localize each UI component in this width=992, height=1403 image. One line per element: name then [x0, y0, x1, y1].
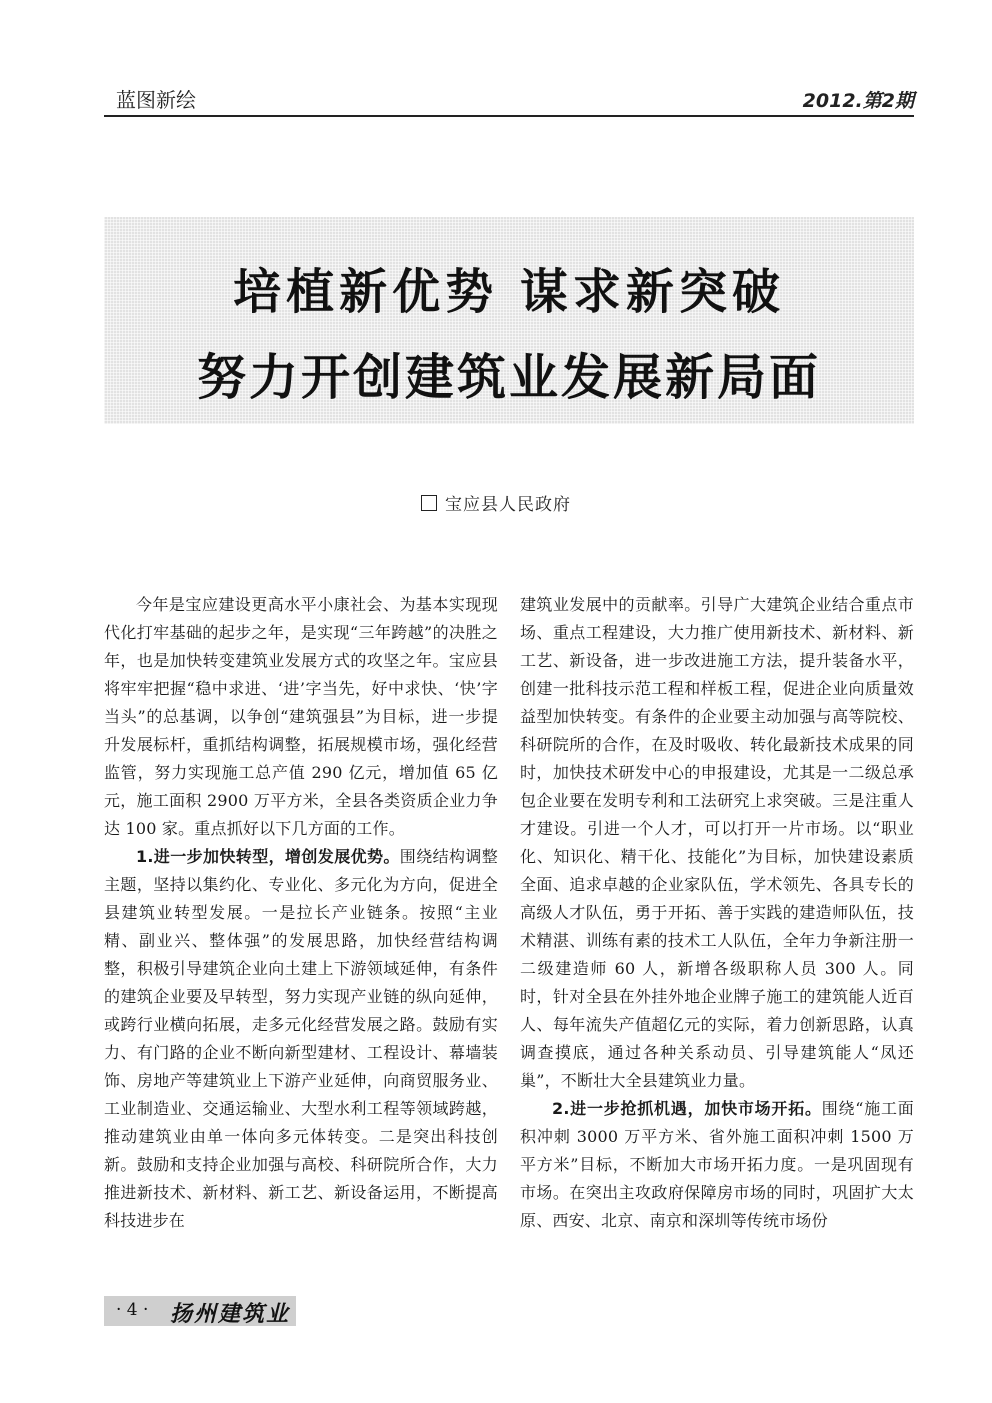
- section-label: 蓝图新绘: [116, 88, 196, 112]
- title-line-2: 努力开创建筑业发展新局面: [196, 349, 821, 406]
- footer-bar: [104, 1296, 296, 1326]
- magazine-logo: 扬州建筑业: [170, 1301, 291, 1327]
- paragraph: [104, 843, 498, 1235]
- paragraph: 建筑业发展中的贡献率。引导广大建筑企业结合重点市场、重点工程建设，大力推广使用新技术、新材料、新工艺、新设备，进一步改进施工方法，提升装备水平，创建一批科技示范工程和样板工程，促进企业向质量效益型加快转变。有条件的企业要主动加强与高等院校、科研院所的合作，在及时吸收、转化最新技术成果的同时，加快技术研发中心的申报建设，尤其是一二级总承包企业要在发明专利和工法研究上求突破。三是注重人才建设。引进一个人才，可以打开一片市场。以“职业化、知识化、精干化、技能化”为目标，加快建设素质全面、追求卓越的企业家队伍，学术领先、各具专长的高级人才队伍，勇于开拓、善于实践的建造师队伍，技术精湛、训练有素的技术工人队伍，全年力争新注册一二级建造师 60 人，新增各级职称人员 300 人。同时，针对全县在外挂外地企业牌子施工的建筑能人近百人、每年流失产值超亿元的实际，着力创新思路，认真调查摸底，通过各种关系动员、引导建筑能人“凤还巢”，不断壮大全县建筑业力量。: [520, 595, 914, 1090]
- author-line: [0, 490, 992, 515]
- section-heading: 1.进一步加快转型，增创发展优势。: [136, 847, 400, 866]
- paragraph: 今年是宝应建设更高水平小康社会、为基本实现现代化打牢基础的起步之年，是实现“三年跨越”的决胜之年，也是加快转变建筑业发展方式的攻坚之年。宝应县将牢牢把握“稳中求进、‘进’字当先，好中求快、‘快’字当头”的总基调，以争创“建筑强县”为目标，进一步提升发展标杆，重抓结构调整，拓展规模市场，强化经营监管，努力实现施工总产值 290 亿元，增加值 65 亿元，施工面积 2900 万平方米，全县各类资质企业力争达 100 家。重点抓好以下几方面的工作。: [104, 595, 498, 838]
- square-bullet-icon: [421, 495, 437, 511]
- issue-label: 2012.第2期: [802, 90, 914, 112]
- title-line-1: 培植新优势 谋求新突破: [233, 264, 785, 320]
- title-banner: [104, 217, 914, 424]
- left-column: [104, 591, 498, 1235]
- right-column: [520, 591, 914, 1235]
- paragraph-body: 围绕结构调整主题，坚持以集约化、专业化、多元化为方向，促进全县建筑业转型发展。一是拉长产业链条。按照“主业精、副业兴、整体强”的发展思路，加快经营结构调整，积极引导建筑企业向土建上下游领域延伸，有条件的建筑企业要及早转型，努力实现产业链的纵向延伸，或跨行业横向拓展，走多元化经营发展之路。鼓励有实力、有门路的企业不断向新型建材、工程设计、幕墙装饰、房地产等建筑业上下游产业延伸，向商贸服务业、工业制造业、交通运输业、大型水利工程等领域跨越，推动建筑业由单一体向多元体转变。二是突出科技创新。鼓励和支持企业加强与高校、科研院所合作，大力推进新技术、新材料、新工艺、新设备运用，不断提高科技进步在: [104, 847, 498, 1230]
- page-number: · 4 ·: [116, 1300, 149, 1320]
- paragraph-body: 围绕“施工面积冲刺 3000 万平方米、省外施工面积冲刺 1500 万平方米”目标，不断加大市场开拓力度。一是巩固现有市场。在突出主攻政府保障房市场的同时，巩固扩大太原、西安、北京、南京和深圳等传统市场份: [520, 1099, 914, 1230]
- author-name: 宝应县人民政府: [445, 495, 571, 515]
- header-rule: [104, 115, 914, 117]
- section-heading: 2.进一步抢抓机遇，加快市场开拓。: [552, 1099, 822, 1118]
- paragraph: [520, 1095, 914, 1235]
